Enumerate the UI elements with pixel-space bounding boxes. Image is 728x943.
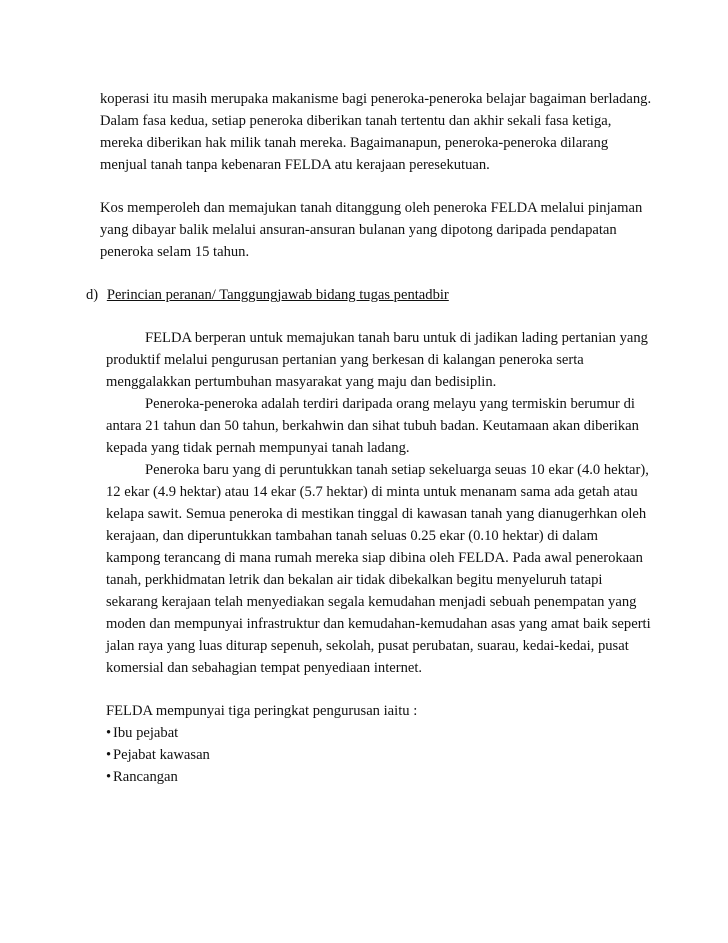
paragraph-5-line-1: Peneroka baru yang di peruntukkan tanah setiap sekeluarga seuas 10 ekar (4.0 hektar), [145,462,649,478]
paragraph-3-line-2: produktif melalui pengurusan pertanian yang berkesan di kalangan peneroka serta [106,352,584,368]
paragraph-4-line-1: Peneroka-peneroka adalah terdiri daripada orang melayu yang termiskin berumur di [145,396,635,412]
bullet-icon: • [106,769,112,785]
list-item [106,766,178,788]
paragraph-5-line-9: jalan raya yang luas diturap sepenuh, sekolah, pusat perubatan, suarau, kedai-kedai, pusat [106,638,629,654]
paragraph-5-line-8: moden dan mempunyai infrastruktur dan kemudahan-kemudahan asas yang amat baik seperti [106,616,651,632]
list-item [106,744,210,766]
paragraph-2-line-1: Kos memperoleh dan memajukan tanah ditanggung oleh peneroka FELDA melalui pinjaman [100,200,643,216]
paragraph-1-line-3: mereka diberikan hak milik tanah mereka. Bagaimanapun, peneroka-peneroka dilarang [100,135,609,151]
paragraph-4-line-2: antara 21 tahun dan 50 tahun, berkahwin dan sihat tubuh badan. Keutamaan akan diberikan [106,418,639,434]
list-item [106,722,178,744]
paragraph-5-line-7: sekarang kerajaan telah menyediakan segala kemudahan menjadi sebuah penempatan yang [106,594,637,610]
list-item-label: Pejabat kawasan [113,747,210,763]
paragraph-5-line-5: kampong terancang di mana rumah mereka siap dibina oleh FELDA. Pada awal penerokaan [106,550,643,566]
paragraph-4-line-3: kepada yang tidak pernah mempunyai tanah ladang. [106,440,410,456]
paragraph-5-line-4: kerajaan, dan diperuntukkan tambahan tanah seluas 0.25 ekar (0.10 hektar) di dalam [106,528,598,544]
paragraph-5-line-6: tanah, perkhidmatan letrik dan bekalan air tidak dibekalkan begitu menyeluruh tatapi [106,572,603,588]
paragraph-6-intro: FELDA mempunyai tiga peringkat pengurusan iaitu : [106,703,418,719]
list-item-label: Rancangan [113,769,178,785]
section-d-title: Perincian peranan/ Tanggungjawab bidang tugas pentadbir [106,287,449,303]
bullet-icon: • [106,747,112,763]
paragraph-2-line-3: peneroka selam 15 tahun. [100,244,250,260]
paragraph-1-line-1: koperasi itu masih merupaka makanisme bagi peneroka-peneroka belajar bagaiman berladang. [100,91,652,107]
paragraph-5-line-10: komersial dan sebahagian tempat penyediaan internet. [106,660,423,676]
paragraph-5-line-2: 12 ekar (4.9 hektar) atau 14 ekar (5.7 hektar) di minta untuk menanam sama ada getah atau [106,484,638,500]
section-d-marker: d) [86,287,99,303]
paragraph-1-line-2: Dalam fasa kedua, setiap peneroka diberikan tanah tertentu dan akhir sekali fasa ketiga, [100,113,612,129]
paragraph-5-line-3: kelapa sawit. Semua peneroka di mestikan tinggal di kawasan tanah yang dianugerhkan oleh [106,506,647,522]
section-d-heading [86,284,449,306]
paragraph-3-line-3: menggalakkan pertumbuhan masyarakat yang maju dan bedisiplin. [106,374,497,390]
paragraph-3-line-1: FELDA berperan untuk memajukan tanah baru untuk di jadikan lading pertanian yang [145,330,648,346]
paragraph-1-line-4: menjual tanah tanpa kebenaran FELDA atu kerajaan peresekutuan. [100,157,490,173]
paragraph-2-line-2: yang dibayar balik melalui ansuran-ansuran bulanan yang dipotong daripada pendapatan [100,222,617,238]
list-item-label: Ibu pejabat [113,725,179,741]
bullet-icon: • [106,725,112,741]
